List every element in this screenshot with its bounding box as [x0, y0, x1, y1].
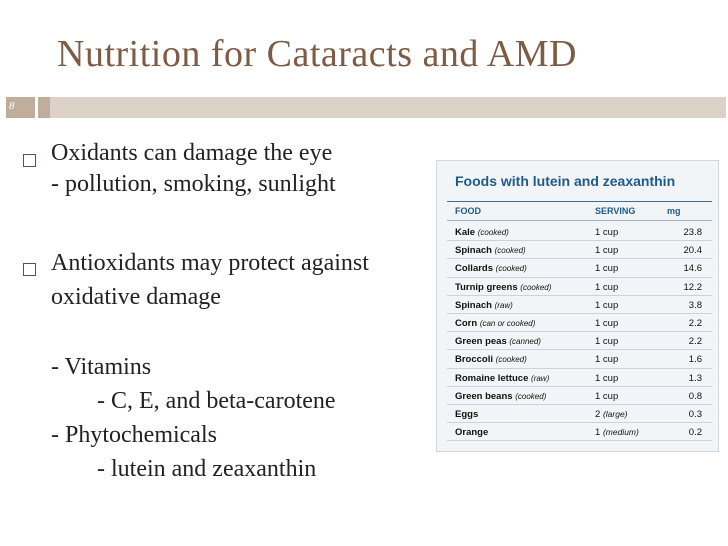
serving-size: [595, 318, 618, 329]
food-name: [455, 373, 549, 384]
food-name: [455, 391, 546, 402]
food-name: [455, 318, 535, 329]
table-title: Foods with lutein and zeaxanthin: [455, 173, 676, 189]
table-row: [447, 296, 712, 314]
serving-amount: 1 cup: [595, 245, 619, 257]
table-row: [447, 369, 712, 387]
food-preparation: (cooked): [495, 264, 527, 274]
table-title-rule: [447, 201, 712, 202]
table-row: [447, 314, 712, 332]
food-label: Orange: [455, 427, 489, 439]
mg-value: 23.8: [683, 227, 702, 238]
bullet-marker: [23, 263, 36, 276]
food-label: Spinach: [455, 299, 492, 311]
bullet-2-line-5: - Phytochemicals: [51, 422, 217, 448]
serving-amount: 1 cup: [595, 317, 619, 329]
bullet-2-line-4: - C, E, and beta-carotene: [97, 388, 336, 414]
serving-amount: 2: [595, 408, 601, 420]
serving-amount: 1 cup: [595, 263, 619, 275]
food-preparation: (cooked): [494, 246, 526, 256]
mg-value: 2.2: [688, 317, 702, 329]
food-name: [455, 227, 509, 238]
serving-amount: 1 cup: [595, 390, 619, 402]
serving-size: [595, 263, 618, 274]
serving-size: [595, 282, 618, 293]
food-label: Eggs: [455, 408, 479, 420]
serving-size: [595, 336, 618, 347]
bullet-2-line-2: oxidative damage: [51, 284, 221, 310]
food-preparation: (can or cooked): [479, 318, 536, 328]
table-rows: [447, 223, 712, 441]
serving-size: [595, 391, 618, 402]
food-preparation: (cooked): [515, 391, 547, 401]
food-name: [455, 427, 488, 438]
serving-size: [595, 300, 618, 311]
serving-amount: 1 cup: [595, 336, 619, 348]
serving-size: [595, 427, 639, 438]
column-header-serving: SERVING: [595, 206, 636, 216]
food-preparation: (raw): [531, 373, 550, 383]
food-label: Broccoli: [455, 354, 494, 366]
slide-title: Nutrition for Cataracts and AMD: [57, 33, 577, 75]
food-name: [455, 282, 551, 293]
food-label: Corn: [455, 317, 478, 329]
serving-amount: 1 cup: [595, 227, 619, 238]
mg-value: 1.3: [688, 372, 702, 384]
mg-value: 3.8: [688, 299, 702, 311]
food-name: [455, 245, 526, 256]
column-header-mg: mg: [667, 206, 681, 216]
serving-size: [595, 227, 618, 238]
food-name: [455, 300, 513, 311]
mg-value: 0.2: [688, 427, 702, 439]
food-name: [455, 409, 478, 420]
serving-amount: 1 cup: [595, 299, 619, 311]
mg-value: 14.6: [683, 263, 702, 275]
bullet-marker: [23, 154, 36, 167]
mg-value: 20.4: [683, 245, 702, 257]
mg-value: 0.8: [688, 390, 702, 402]
table-row: [447, 241, 712, 259]
food-preparation: (cooked): [520, 282, 552, 292]
serving-note: (large): [602, 408, 628, 419]
mg-value: 0.3: [688, 408, 702, 420]
mg-value: 1.6: [688, 354, 702, 366]
table-row: [447, 423, 712, 441]
table-row: [447, 350, 712, 368]
serving-size: [595, 409, 628, 420]
serving-size: [595, 354, 618, 365]
bullet-2-line-1: Antioxidants may protect against: [51, 250, 369, 276]
food-label: Spinach: [455, 245, 492, 257]
food-preparation: (raw): [494, 300, 513, 310]
column-header-rule: [447, 220, 712, 221]
table-row: [447, 387, 712, 405]
food-label: Green beans: [455, 390, 513, 402]
table-row: [447, 278, 712, 296]
food-label: Turnip greens: [455, 281, 518, 293]
bullet-1-line-2: - pollution, smoking, sunlight: [51, 171, 336, 197]
mg-value: 12.2: [683, 281, 702, 293]
table-row: [447, 332, 712, 350]
food-label: Green peas: [455, 336, 507, 348]
serving-size: [595, 245, 618, 256]
serving-amount: 1 cup: [595, 372, 619, 384]
food-preparation: (cooked): [477, 228, 509, 237]
slide-number: 8: [9, 100, 15, 112]
food-name: [455, 263, 527, 274]
food-name: [455, 354, 527, 365]
serving-amount: 1: [595, 427, 601, 439]
bullet-2-line-6: - lutein and zeaxanthin: [97, 456, 317, 482]
column-header-food: FOOD: [455, 206, 481, 216]
food-label: Romaine lettuce: [455, 372, 529, 384]
food-label: Kale: [455, 227, 476, 238]
food-table: [436, 160, 719, 452]
accent-bar: [38, 97, 50, 118]
table-row: [447, 223, 712, 241]
header-bar: [50, 97, 726, 118]
table-row: [447, 259, 712, 277]
mg-value: 2.2: [688, 336, 702, 348]
bullet-1-line-1: Oxidants can damage the eye: [51, 140, 333, 166]
food-preparation: (canned): [509, 337, 541, 347]
serving-note: (medium): [602, 427, 639, 438]
serving-amount: 1 cup: [595, 281, 619, 293]
food-label: Collards: [455, 263, 494, 275]
serving-amount: 1 cup: [595, 354, 619, 366]
bullet-2-line-3: - Vitamins: [51, 354, 152, 380]
table-row: [447, 405, 712, 423]
food-name: [455, 336, 541, 347]
food-preparation: (cooked): [495, 355, 527, 365]
serving-size: [595, 373, 618, 384]
